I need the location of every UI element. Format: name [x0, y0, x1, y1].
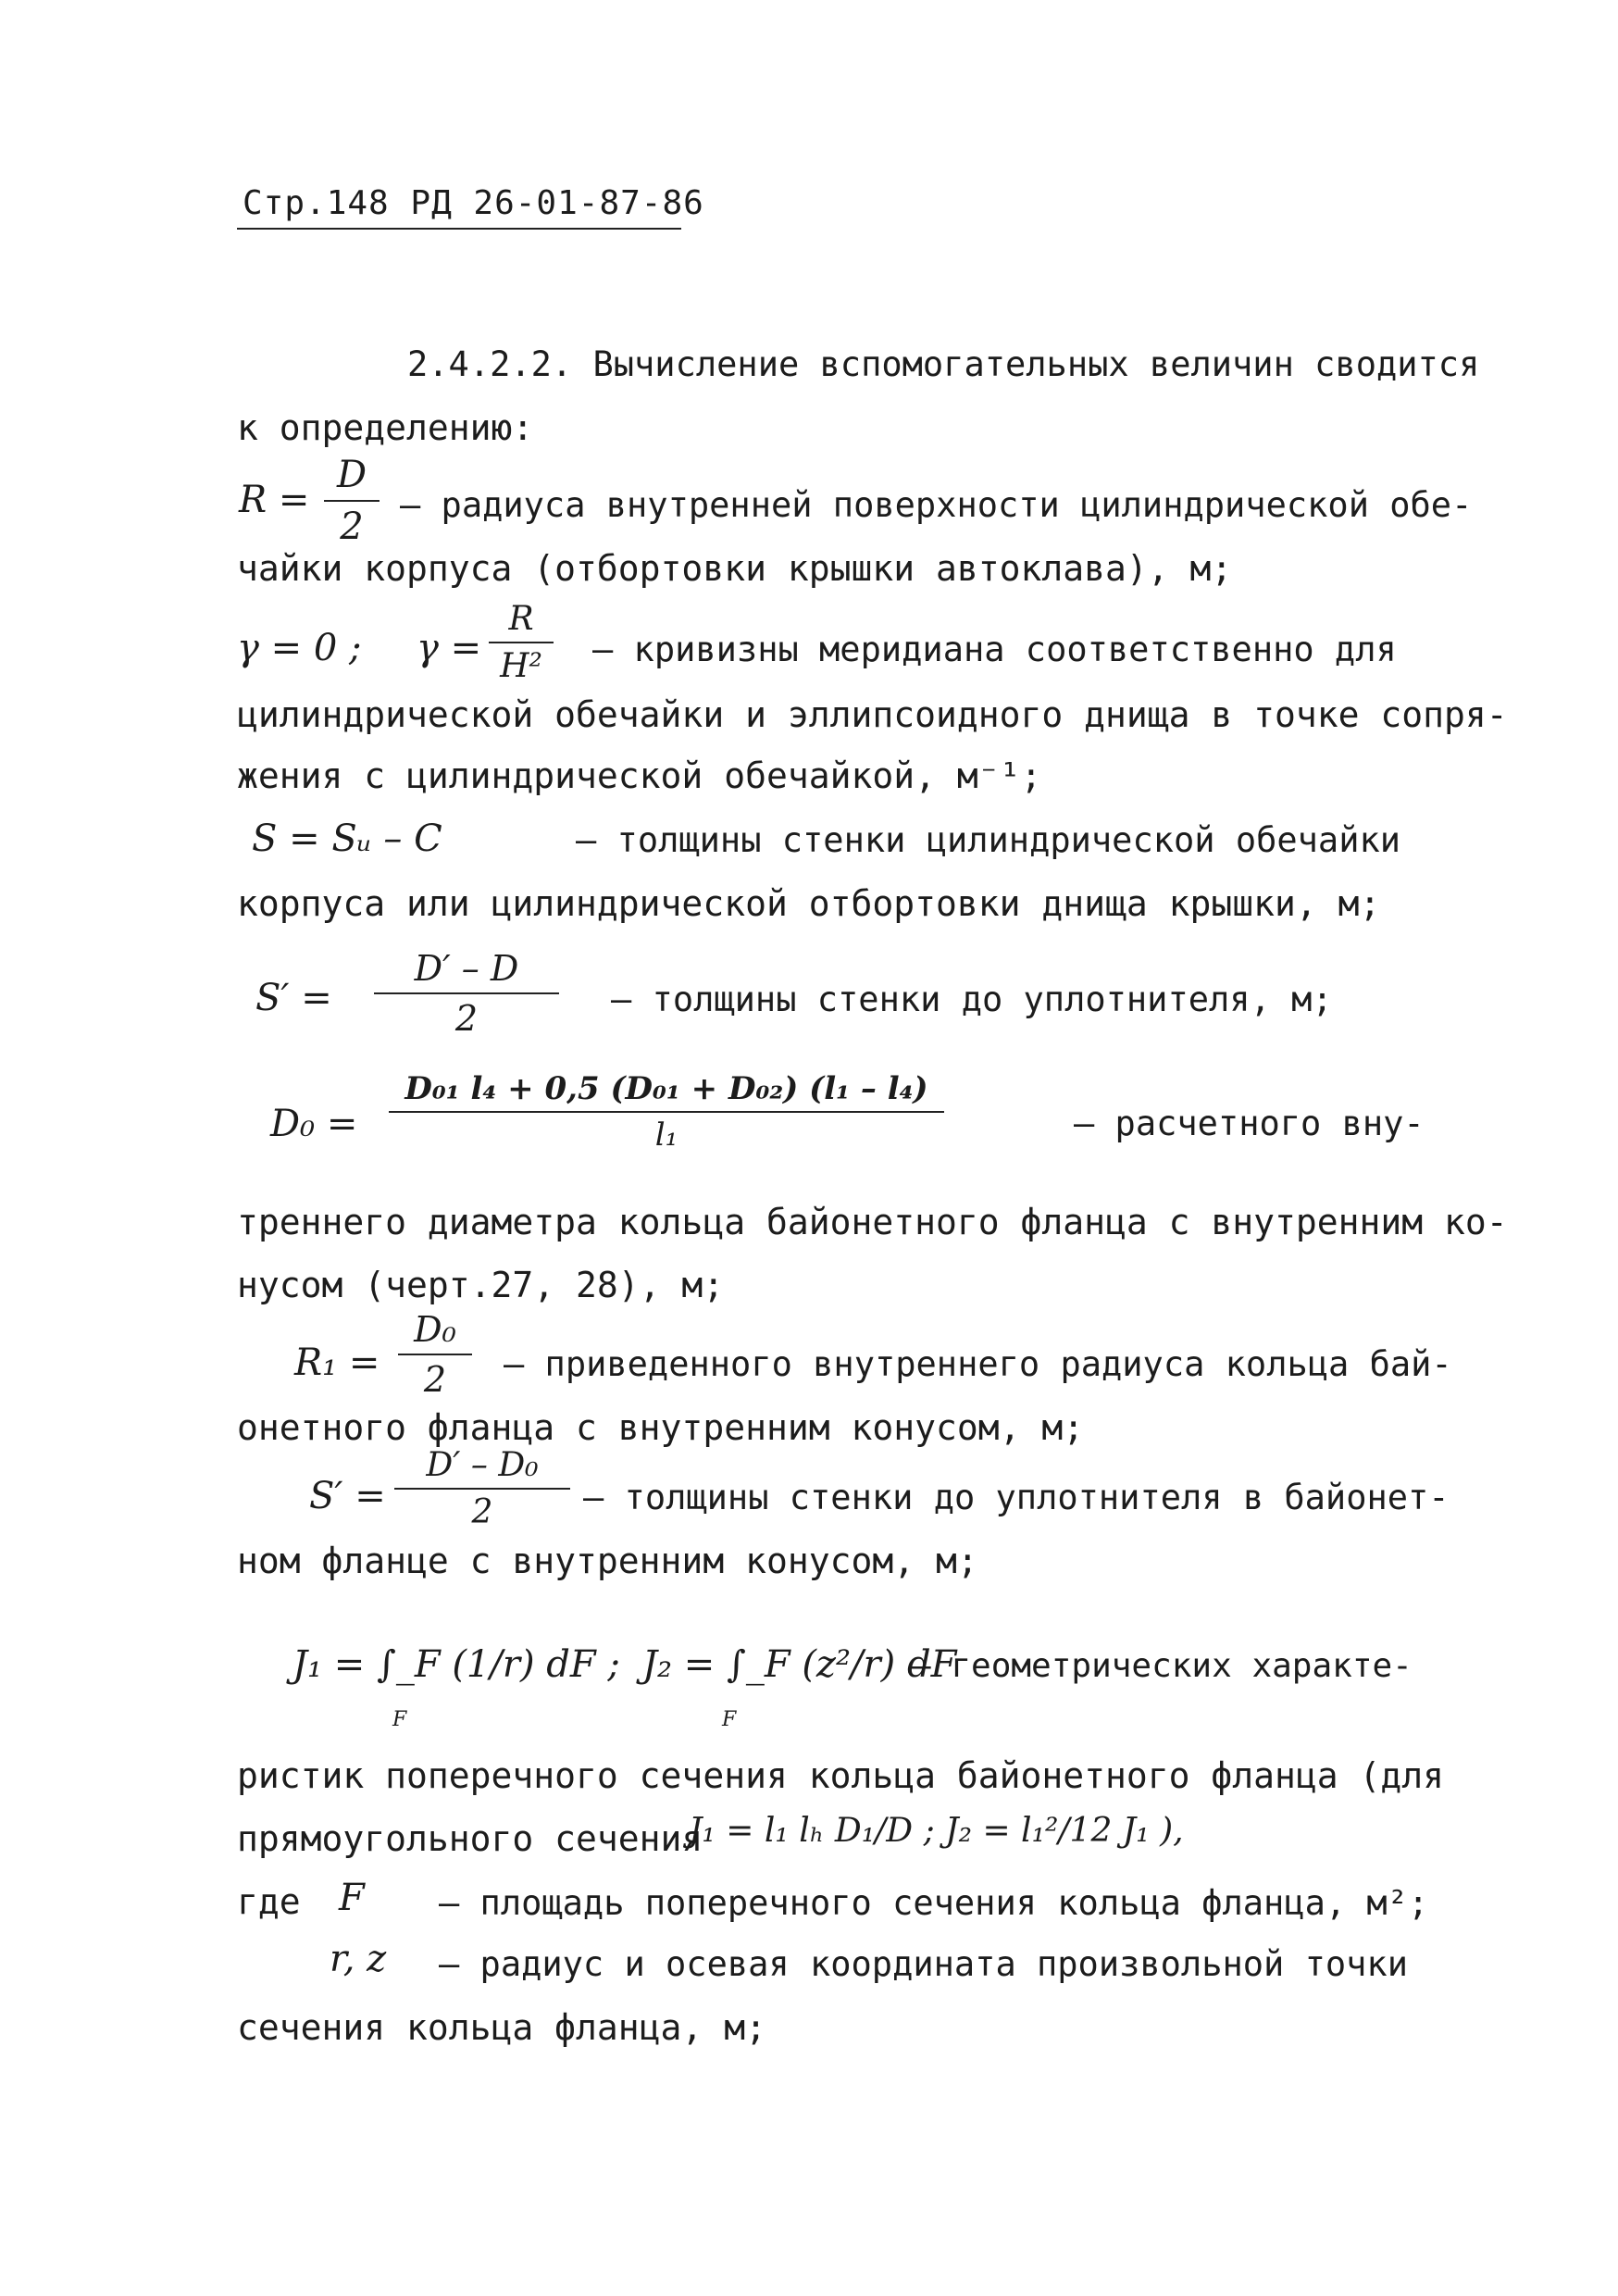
r1-description-2: онетного фланца с внутренним конусом, м; [237, 1407, 1085, 1448]
s-prime-2-description-2: ном фланце с внутренним конусом, м; [237, 1541, 978, 1581]
gamma-fraction [489, 600, 554, 685]
s-prime-2-lhs: S′ = [309, 1475, 386, 1517]
rz-symbols: r, z [330, 1938, 387, 1980]
j-description-1: – геометрических характе- [911, 1647, 1413, 1685]
s-description-2: корпуса или цилиндрической отбортовки днища крышки, м; [237, 883, 1381, 924]
f-description: – площадь поперечного сечения кольца фланца, м²; [439, 1883, 1429, 1923]
d0-denominator: l₁ [654, 1117, 678, 1154]
intro-line-2: к определению: [237, 407, 534, 448]
j-description-3: прямоугольного сечения [237, 1818, 703, 1859]
fraction-bar [324, 500, 380, 502]
f-symbol: F [339, 1877, 365, 1919]
r1-denominator: 2 [423, 1359, 447, 1400]
s-prime-lhs: S′ = [255, 977, 332, 1019]
gamma-zero: γ = 0 ; [237, 627, 362, 669]
s-prime-denominator: 2 [454, 998, 479, 1039]
j1-integral: J₁ = ∫_F (1/r) dF ; [292, 1643, 620, 1686]
integral-subscript-f2: F [722, 1708, 737, 1731]
r-denominator: 2 [340, 505, 364, 548]
s-prime-numerator: D′ – D [414, 948, 519, 989]
gamma-lhs: γ = [417, 627, 482, 669]
r1-lhs: R₁ = [294, 1341, 380, 1384]
rz-description-2: сечения кольца фланца, м; [237, 2007, 766, 2048]
gamma-description-1: – кривизны меридиана соответственно для [592, 630, 1397, 669]
integral-subscript-f1: F [392, 1708, 407, 1731]
fraction-bar [389, 1111, 944, 1113]
s-description-1: – толщины стенки цилиндрической обечайки [576, 820, 1401, 860]
gamma-numerator: R [508, 600, 534, 638]
fraction-bar [398, 1354, 472, 1355]
j-rectangular-formula: J₁ = l₁ lₕ D₁/D ; J₂ = l₁²/12 J₁ ), [689, 1812, 1184, 1850]
r1-numerator: D₀ [414, 1309, 456, 1350]
fraction-bar [489, 642, 554, 643]
s-prime-2-numerator: D′ – D₀ [426, 1446, 539, 1484]
fraction-bar [394, 1488, 570, 1490]
j2-integral: J₂ = ∫_F (z²/r) dF [642, 1643, 957, 1686]
r1-description-1: – приведенного внутреннего радиуса кольца бай- [504, 1344, 1452, 1384]
gamma-description-3: жения с цилиндрической обечайкой, м⁻¹; [237, 755, 1042, 796]
r-formula-lhs: R = [239, 479, 310, 521]
d0-lhs: D₀ = [270, 1103, 358, 1145]
s-prime-2-description-1: – толщины стенки до уплотнителя в байонет- [583, 1478, 1450, 1517]
r-numerator: D [336, 454, 367, 496]
d0-description-1: – расчетного вну- [1074, 1104, 1425, 1143]
d0-numerator: D₀₁ l₄ + 0,5 (D₀₁ + D₀₂) (l₁ – l₄) [404, 1070, 928, 1107]
fraction-bar [374, 992, 559, 994]
page-header: Стр.148 РД 26-01-87-86 [243, 184, 704, 222]
header-underline [237, 228, 681, 230]
r1-fraction [398, 1309, 472, 1400]
s-formula: S = Sᵤ – C [252, 817, 442, 860]
d0-fraction [389, 1070, 944, 1154]
r-description-2: чайки корпуса (отбортовки крышки автоклава), м; [237, 548, 1233, 589]
d0-description-2: треннего диаметра кольца байонетного фланца с внутренним ко- [237, 1202, 1508, 1242]
rz-description-1: – радиус и осевая координата произвольной точки [439, 1944, 1408, 1984]
d0-description-3: нусом (черт.27, 28), м; [237, 1265, 725, 1305]
j-description-2: ристик поперечного сечения кольца байонетного фланца (для [237, 1755, 1445, 1796]
r-description-1: – радиуса внутренней поверхности цилиндрической обе- [400, 485, 1473, 525]
intro-line-1: 2.4.2.2. Вычисление вспомогательных величин сводится [407, 344, 1480, 384]
f-where-label: где [237, 1881, 301, 1922]
s-prime-2-fraction [394, 1446, 570, 1531]
s-prime-description: – толщины стенки до уплотнителя, м; [611, 980, 1333, 1019]
s-prime-2-denominator: 2 [471, 1493, 493, 1531]
gamma-description-2: цилиндрической обечайки и эллипсоидного днища в точке сопря- [237, 694, 1508, 735]
r-fraction [324, 454, 380, 548]
s-prime-fraction [374, 948, 559, 1039]
gamma-denominator: H² [500, 647, 542, 685]
